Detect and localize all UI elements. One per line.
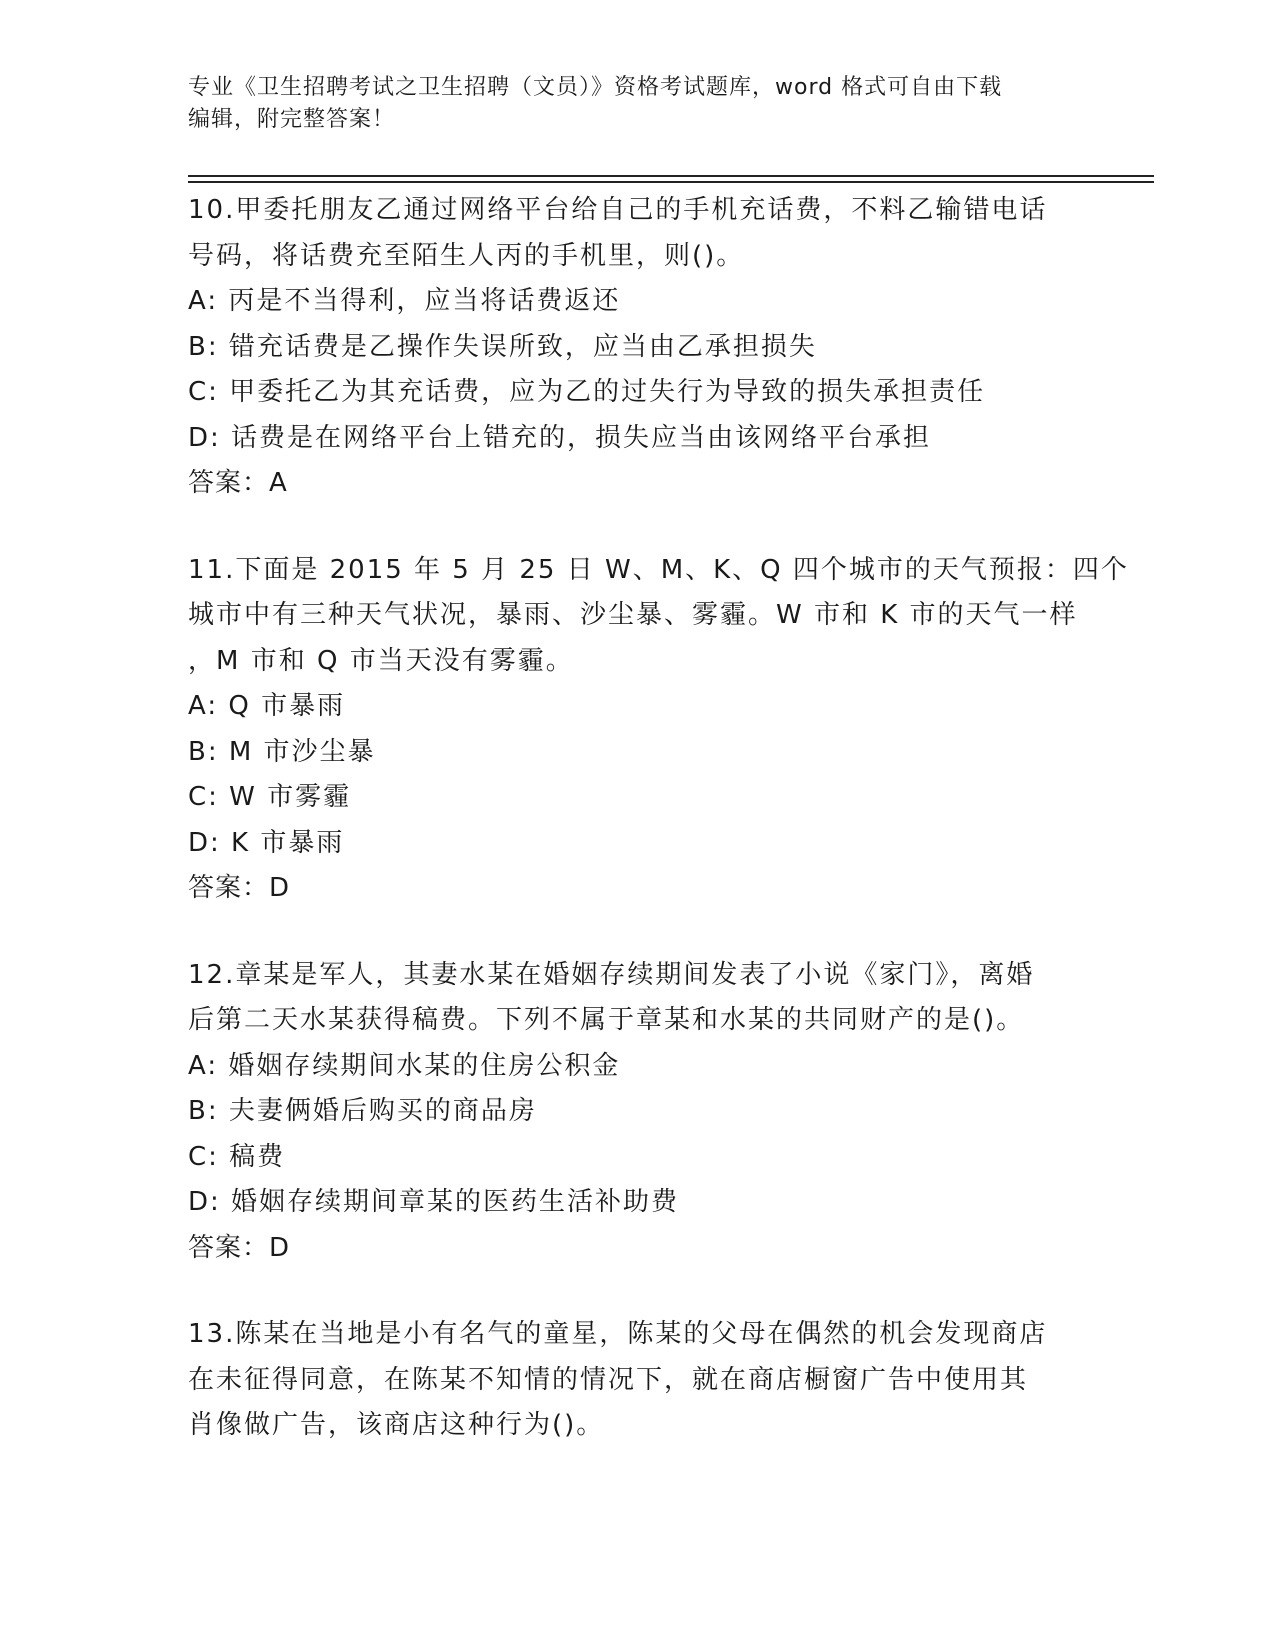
answer: 答案：D <box>188 873 291 903</box>
option-b: B: M 市沙尘暴 <box>188 736 376 767</box>
option-a: A: 丙是不当得利，应当将话费返还 <box>188 286 621 316</box>
option-b: B: 夫妻俩婚后购买的商品房 <box>188 1096 537 1126</box>
option-c: C: 甲委托乙为其充话费，应为乙的过失行为导致的损失承担责任 <box>188 377 986 407</box>
option-a: A: 婚姻存续期间水某的住房公积金 <box>188 1050 621 1081</box>
question-text: 11.下面是 2015 年 5 月 25 日 W、M、K、Q 四个城市的天气预报：四个 <box>188 554 1129 585</box>
question-text: 12.章某是军人，其妻水某在婚姻存续期间发表了小说《家门》，离婚 <box>188 959 1035 990</box>
question-text: ，M 市和 Q 市当天没有雾霾。 <box>188 645 574 676</box>
question-text: 后第二天水某获得稿费。下列不属于章某和水某的共同财产的是()。 <box>188 1005 1025 1035</box>
option-d: D: 话费是在网络平台上错充的，损失应当由该网络平台承担 <box>188 422 932 453</box>
document-header <box>188 72 1088 136</box>
option-b: B: 错充话费是乙操作失误所致，应当由乙承担损失 <box>188 331 817 362</box>
question-text: 肖像做广告，该商店这种行为()。 <box>188 1410 605 1440</box>
question-10 <box>188 188 1088 507</box>
question-12 <box>188 953 1088 1272</box>
question-list <box>188 188 1129 1490</box>
question-text: 在未征得同意，在陈某不知情的情况下，就在商店橱窗广告中使用其 <box>188 1364 1029 1395</box>
answer: 答案：D <box>188 1232 291 1263</box>
option-d: D: K 市暴雨 <box>188 827 345 858</box>
header-divider-bottom <box>188 181 1154 183</box>
header-line: 编辑，附完整答案！ <box>188 107 396 132</box>
question-13 <box>188 1312 1088 1449</box>
option-c: C: 稿费 <box>188 1141 286 1172</box>
question-text: 城市中有三种天气状况，暴雨、沙尘暴、雾霾。W 市和 K 市的天气一样 <box>188 600 1078 630</box>
option-c: C: W 市雾霾 <box>188 782 352 812</box>
question-text: 号码，将话费充至陌生人丙的手机里，则()。 <box>188 240 745 271</box>
question-text: 10.甲委托朋友乙通过网络平台给自己的手机充话费，不料乙输错电话 <box>188 195 1048 225</box>
answer: 答案：A <box>188 468 288 498</box>
header-line: 专业《卫生招聘考试之卫生招聘（文员）》资格考试题库，word 格式可自由下载 <box>188 75 1003 100</box>
option-d: D: 婚姻存续期间章某的医药生活补助费 <box>188 1187 680 1217</box>
question-text: 13.陈某在当地是小有名气的童星，陈某的父母在偶然的机会发现商店 <box>188 1319 1048 1349</box>
header-divider-top <box>188 175 1154 177</box>
question-11 <box>188 548 1129 912</box>
option-a: A: Q 市暴雨 <box>188 691 346 721</box>
